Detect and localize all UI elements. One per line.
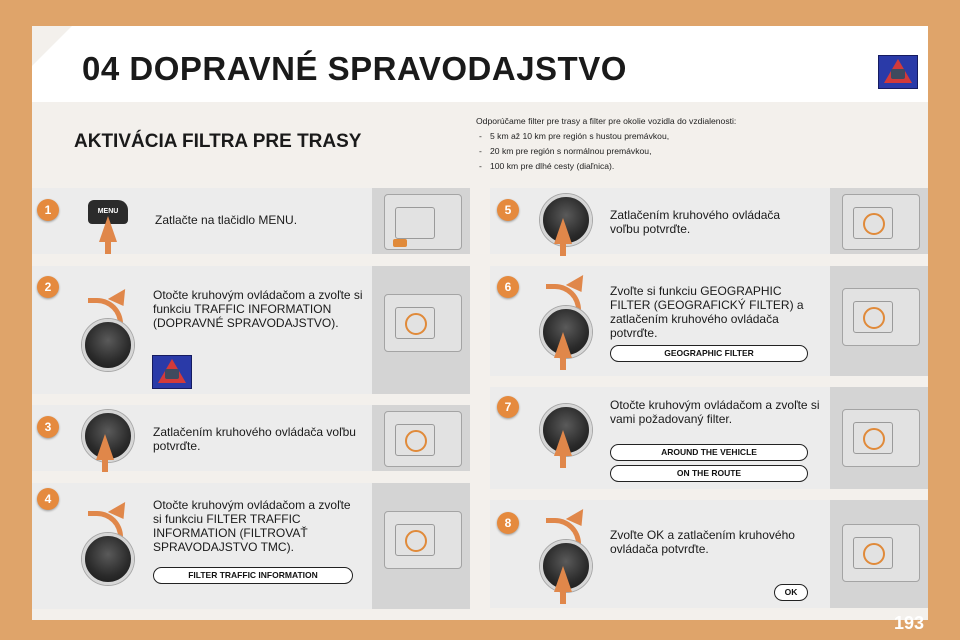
step-number-3: 3 (37, 416, 59, 438)
step-number-2: 2 (37, 276, 59, 298)
press-arrow-icon (554, 566, 572, 592)
console-image (372, 483, 470, 609)
radio-console-icon (842, 409, 920, 467)
radio-console-icon (842, 288, 920, 346)
note-intro: Odporúčame filter pre trasy a filter pre okolie vozidla do vzdialenosti: (476, 116, 737, 126)
console-image (830, 266, 928, 376)
radio-console-icon (842, 524, 920, 582)
press-arrow-icon (554, 218, 572, 244)
press-arrow-icon (554, 430, 572, 456)
knob-highlight (863, 428, 885, 450)
step-number-5: 5 (497, 199, 519, 221)
step-text-8: Zvoľte OK a zatlačením kruhového ovládača potvrďte. (610, 528, 795, 556)
press-arrow-icon (554, 332, 572, 358)
step-text-1: Zatlačte na tlačidlo MENU. (155, 213, 298, 227)
section-title: AKTIVÁCIA FILTRA PRE TRASY (74, 131, 362, 152)
console-image (372, 188, 470, 254)
console-image (830, 500, 928, 608)
step-number-7: 7 (497, 396, 519, 418)
radio-console-icon (384, 194, 462, 250)
knob-highlight (863, 307, 885, 329)
page-number: 193 (893, 613, 924, 633)
page-title: 04 DOPRAVNÉ SPRAVODAJSTVO (82, 50, 627, 87)
filter-traffic-information-label: FILTER TRAFFIC INFORMATION (153, 567, 353, 584)
radio-console-icon (384, 411, 462, 467)
note-item: - 20 km pre región s normálnou premávkou, (476, 144, 736, 159)
ok-option: OK (774, 584, 808, 601)
step-number-8: 8 (497, 512, 519, 534)
step-number-1: 1 (37, 199, 59, 221)
traffic-warning-icon (152, 355, 192, 389)
console-image (830, 387, 928, 489)
console-image (372, 405, 470, 471)
step-text-3: Zatlačením kruhového ovládača voľbu potvrďte. (153, 425, 356, 453)
radio-console-icon (842, 194, 920, 250)
rotary-knob-icon (82, 319, 134, 371)
console-image (372, 266, 470, 394)
step-text-5: Zatlačením kruhového ovládača voľbu potvrďte. (610, 208, 781, 236)
step-number-6: 6 (497, 276, 519, 298)
note-item: - 100 km pre dlhé cesty (diaľnica). (476, 159, 736, 174)
knob-highlight (405, 430, 427, 452)
knob-highlight (863, 543, 885, 565)
press-arrow-icon (99, 216, 117, 242)
knob-highlight (405, 530, 427, 552)
menu-highlight (393, 239, 407, 247)
step-text-2: Otočte kruhovým ovládačom a zvoľte si funkciu TRAFFIC INFORMATION (DOPRAVNÉ SPRAVODAJSTVO). (153, 288, 363, 330)
knob-highlight (405, 313, 427, 335)
note-item: - 5 km až 10 km pre región s hustou premávkou, (476, 129, 736, 144)
step-text-4: Otočte kruhovým ovládačom a zvoľte si funkciu FILTER TRAFFIC INFORMATION (FILTROVAŤ SPRAVODAJSTVO TMC). (153, 498, 351, 554)
rotary-knob-icon (82, 533, 134, 585)
step-text-7: Otočte kruhovým ovládačom a zvoľte si vami požadovaný filter. (610, 398, 820, 426)
filter-recommendation-note (476, 114, 736, 174)
geographic-filter-label: GEOGRAPHIC FILTER (610, 345, 808, 362)
step-number-4: 4 (37, 488, 59, 510)
radio-console-icon (384, 294, 462, 352)
console-image (830, 188, 928, 254)
menu-button-icon: MENU (88, 200, 128, 224)
step-text-6: Zvoľte si funkciu GEOGRAPHIC FILTER (GEOGRAFICKÝ FILTER) a zatlačením kruhového ovládača potvrďte. (610, 284, 804, 340)
traffic-warning-icon (878, 55, 918, 89)
press-arrow-icon (96, 434, 114, 460)
note-list (476, 129, 736, 174)
knob-highlight (863, 213, 885, 235)
around-the-vehicle-option: AROUND THE VEHICLE (610, 444, 808, 461)
on-the-route-option: ON THE ROUTE (610, 465, 808, 482)
radio-console-icon (384, 511, 462, 569)
